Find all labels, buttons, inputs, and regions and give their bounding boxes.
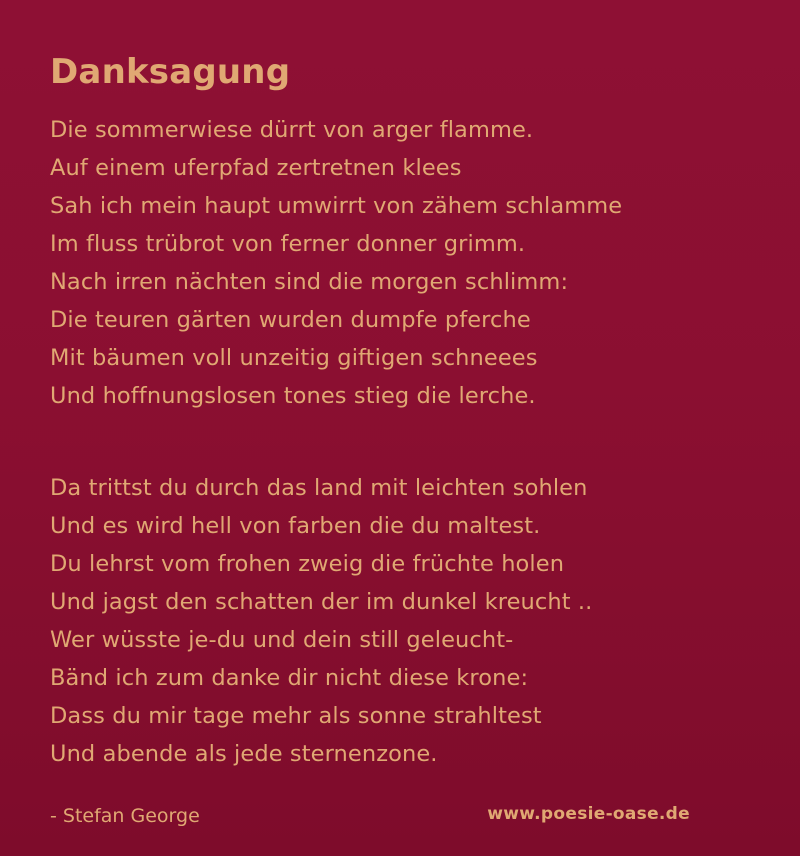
poem-line: Und abende als jede sternenzone. (50, 740, 438, 767)
poem-line: Sah ich mein haupt umwirrt von zähem schlamme (50, 192, 623, 219)
poem-line: Und es wird hell von farben die du maltest. (50, 512, 541, 539)
poem-line: Nach irren nächten sind die morgen schlimm: (50, 268, 569, 295)
poem-line: Mit bäumen voll unzeitig giftigen schneees (50, 344, 538, 371)
stanza-2 (50, 469, 750, 773)
poem-line: Wer wüsste je-du und dein still geleucht- (50, 626, 514, 653)
stanza-divider (50, 435, 750, 469)
poem-line: Auf einem uferpfad zertretnen klees (50, 154, 462, 181)
stanza-1 (50, 111, 750, 415)
poem-line: Die teuren gärten wurden dumpfe pferche (50, 306, 531, 333)
site-credit: www.poesie-oase.de (487, 804, 690, 824)
poem-author: - Stefan George (50, 804, 200, 827)
poem-line: Die sommerwiese dürrt von arger flamme. (50, 116, 534, 143)
poem-line: Bänd ich zum danke dir nicht diese krone: (50, 664, 529, 691)
poem-line: Dass du mir tage mehr als sonne strahltest (50, 702, 542, 729)
poem-line: Da trittst du durch das land mit leichten sohlen (50, 474, 588, 501)
poem-line: Im fluss trübrot von ferner donner grimm. (50, 230, 526, 257)
poem-line: Und hoffnungslosen tones stieg die lerche. (50, 382, 536, 409)
page-title: Danksagung (50, 52, 291, 92)
poem-line: Du lehrst vom frohen zweig die früchte holen (50, 550, 565, 577)
poem-line: Und jagst den schatten der im dunkel kreucht .. (50, 588, 593, 615)
